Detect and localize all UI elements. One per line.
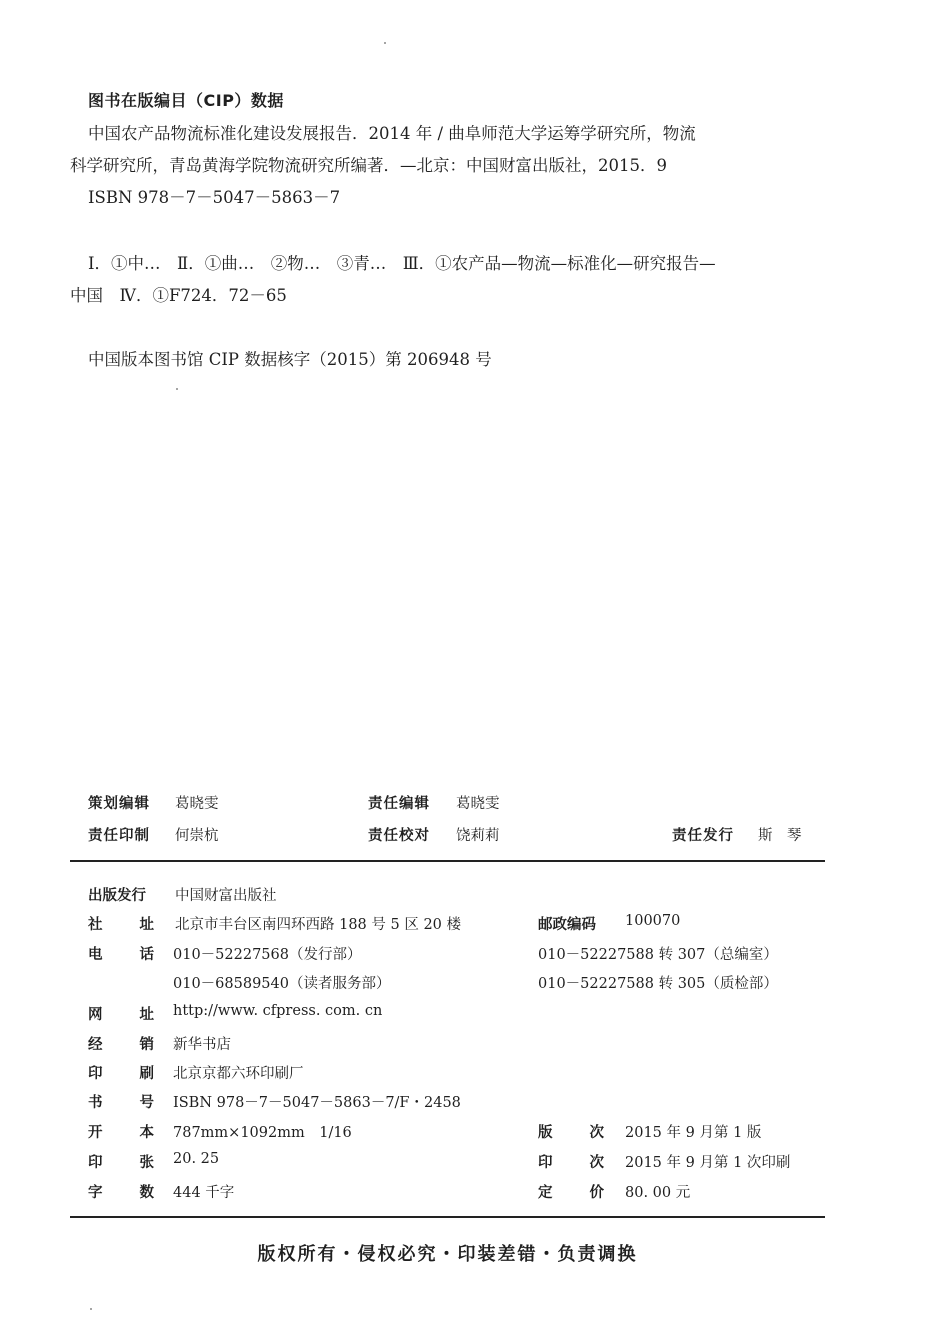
price-label xyxy=(538,1181,604,1202)
copyright-slogan: 版权所有・侵权必究・印装差错・负责调换 xyxy=(257,1244,638,1265)
cip-number: 中国版本图书馆 CIP 数据核字（2015）第 206948 号 xyxy=(88,350,492,369)
website-label-char-2: 址 xyxy=(139,1007,154,1023)
cip-classification: Ⅰ．①中… Ⅱ．①曲… ②物… ③青… Ⅲ．①农产品—物流—标准化—研究报告— xyxy=(88,254,716,273)
impression: 2015 年 9 月第 1 次印刷 xyxy=(625,1155,791,1171)
distribution-label: 责任发行 xyxy=(672,828,734,844)
book-number: ISBN 978－7－5047－5863－7/F・2458 xyxy=(173,1095,461,1111)
publisher-label: 出版发行 xyxy=(88,888,146,904)
format-label xyxy=(88,1121,154,1142)
phone-reader-service: 010－68589540（读者服务部） xyxy=(173,976,391,992)
address: 北京市丰台区南四环西路 188 号 5 区 20 楼 xyxy=(175,917,462,933)
responsible-editor: 葛晓雯 xyxy=(456,796,500,812)
book-number-label-char-1: 书 xyxy=(88,1095,103,1111)
speck xyxy=(90,1308,92,1310)
website: http://www. cfpress. com. cn xyxy=(173,1003,383,1019)
printer: 北京京都六环印刷厂 xyxy=(173,1066,304,1082)
impression-label xyxy=(538,1151,604,1172)
words-label-char-2: 数 xyxy=(139,1185,154,1201)
words-label-char-1: 字 xyxy=(88,1185,103,1201)
planning-editor-label: 策划编辑 xyxy=(88,796,150,812)
postcode: 100070 xyxy=(625,913,681,929)
impression-label-char-2: 次 xyxy=(589,1155,604,1171)
printer-label-char-1: 印 xyxy=(88,1066,103,1082)
book-number-label xyxy=(88,1091,154,1112)
phone-label-char-2: 话 xyxy=(139,947,154,963)
sheets-label-char-1: 印 xyxy=(88,1155,103,1171)
seller-label-char-1: 经 xyxy=(88,1037,103,1053)
proofreader: 饶莉莉 xyxy=(456,828,500,844)
publisher: 中国财富出版社 xyxy=(175,888,277,904)
postcode-label: 邮政编码 xyxy=(538,917,596,933)
edition: 2015 年 9 月第 1 版 xyxy=(625,1125,762,1141)
phone-sales: 010－52227568（发行部） xyxy=(173,947,362,963)
responsible-editor-label: 责任编辑 xyxy=(368,796,430,812)
address-label-char-1: 社 xyxy=(88,917,103,933)
speck xyxy=(384,42,386,44)
price-label-char-1: 定 xyxy=(538,1185,553,1201)
website-label-char-1: 网 xyxy=(88,1007,103,1023)
cip-isbn: ISBN 978－7－5047－5863－7 xyxy=(88,188,341,207)
seller: 新华书店 xyxy=(173,1037,231,1053)
words-label xyxy=(88,1181,154,1202)
cip-title-line: 中国农产品物流标准化建设发展报告．2014 年 / 曲阜师范大学运筹学研究所，物流 xyxy=(88,124,696,143)
phone-label xyxy=(88,943,154,964)
format-label-char-1: 开 xyxy=(88,1125,103,1141)
phone-editorial: 010－52227588 转 307（总编室） xyxy=(538,947,778,963)
divider-bottom xyxy=(70,1216,825,1218)
price: 80. 00 元 xyxy=(625,1185,691,1201)
phone-quality: 010－52227588 转 305（质检部） xyxy=(538,976,778,992)
website-label xyxy=(88,1003,154,1024)
cip-title-line-cont: 科学研究所，青岛黄海学院物流研究所编著．—北京：中国财富出版社，2015．9 xyxy=(70,156,667,175)
sheets-label-char-2: 张 xyxy=(139,1155,154,1171)
edition-label xyxy=(538,1121,604,1142)
divider-top xyxy=(70,860,825,862)
format: 787mm×1092mm 1/16 xyxy=(173,1125,352,1141)
book-number-label-char-2: 号 xyxy=(139,1095,154,1111)
price-label-char-2: 价 xyxy=(589,1185,604,1201)
printer-label xyxy=(88,1062,154,1083)
speck xyxy=(176,388,178,390)
edition-label-char-2: 次 xyxy=(589,1125,604,1141)
address-label xyxy=(88,913,154,934)
seller-label xyxy=(88,1033,154,1054)
seller-label-char-2: 销 xyxy=(139,1037,154,1053)
planning-editor: 葛晓雯 xyxy=(175,796,219,812)
print-manager: 何崇杭 xyxy=(175,828,219,844)
print-manager-label: 责任印制 xyxy=(88,828,150,844)
impression-label-char-1: 印 xyxy=(538,1155,553,1171)
cip-heading: 图书在版编目（CIP）数据 xyxy=(88,91,284,110)
proofreader-label: 责任校对 xyxy=(368,828,430,844)
cip-classification-cont: 中国 Ⅳ．①F724．72－65 xyxy=(70,286,287,305)
sheets-label xyxy=(88,1151,154,1172)
address-label-char-2: 址 xyxy=(139,917,154,933)
format-label-char-2: 本 xyxy=(139,1125,154,1141)
distribution: 斯 琴 xyxy=(758,828,802,844)
printer-label-char-2: 刷 xyxy=(139,1066,154,1082)
phone-label-char-1: 电 xyxy=(88,947,103,963)
edition-label-char-1: 版 xyxy=(538,1125,553,1141)
sheets: 20. 25 xyxy=(173,1151,220,1167)
word-count: 444 千字 xyxy=(173,1185,235,1201)
